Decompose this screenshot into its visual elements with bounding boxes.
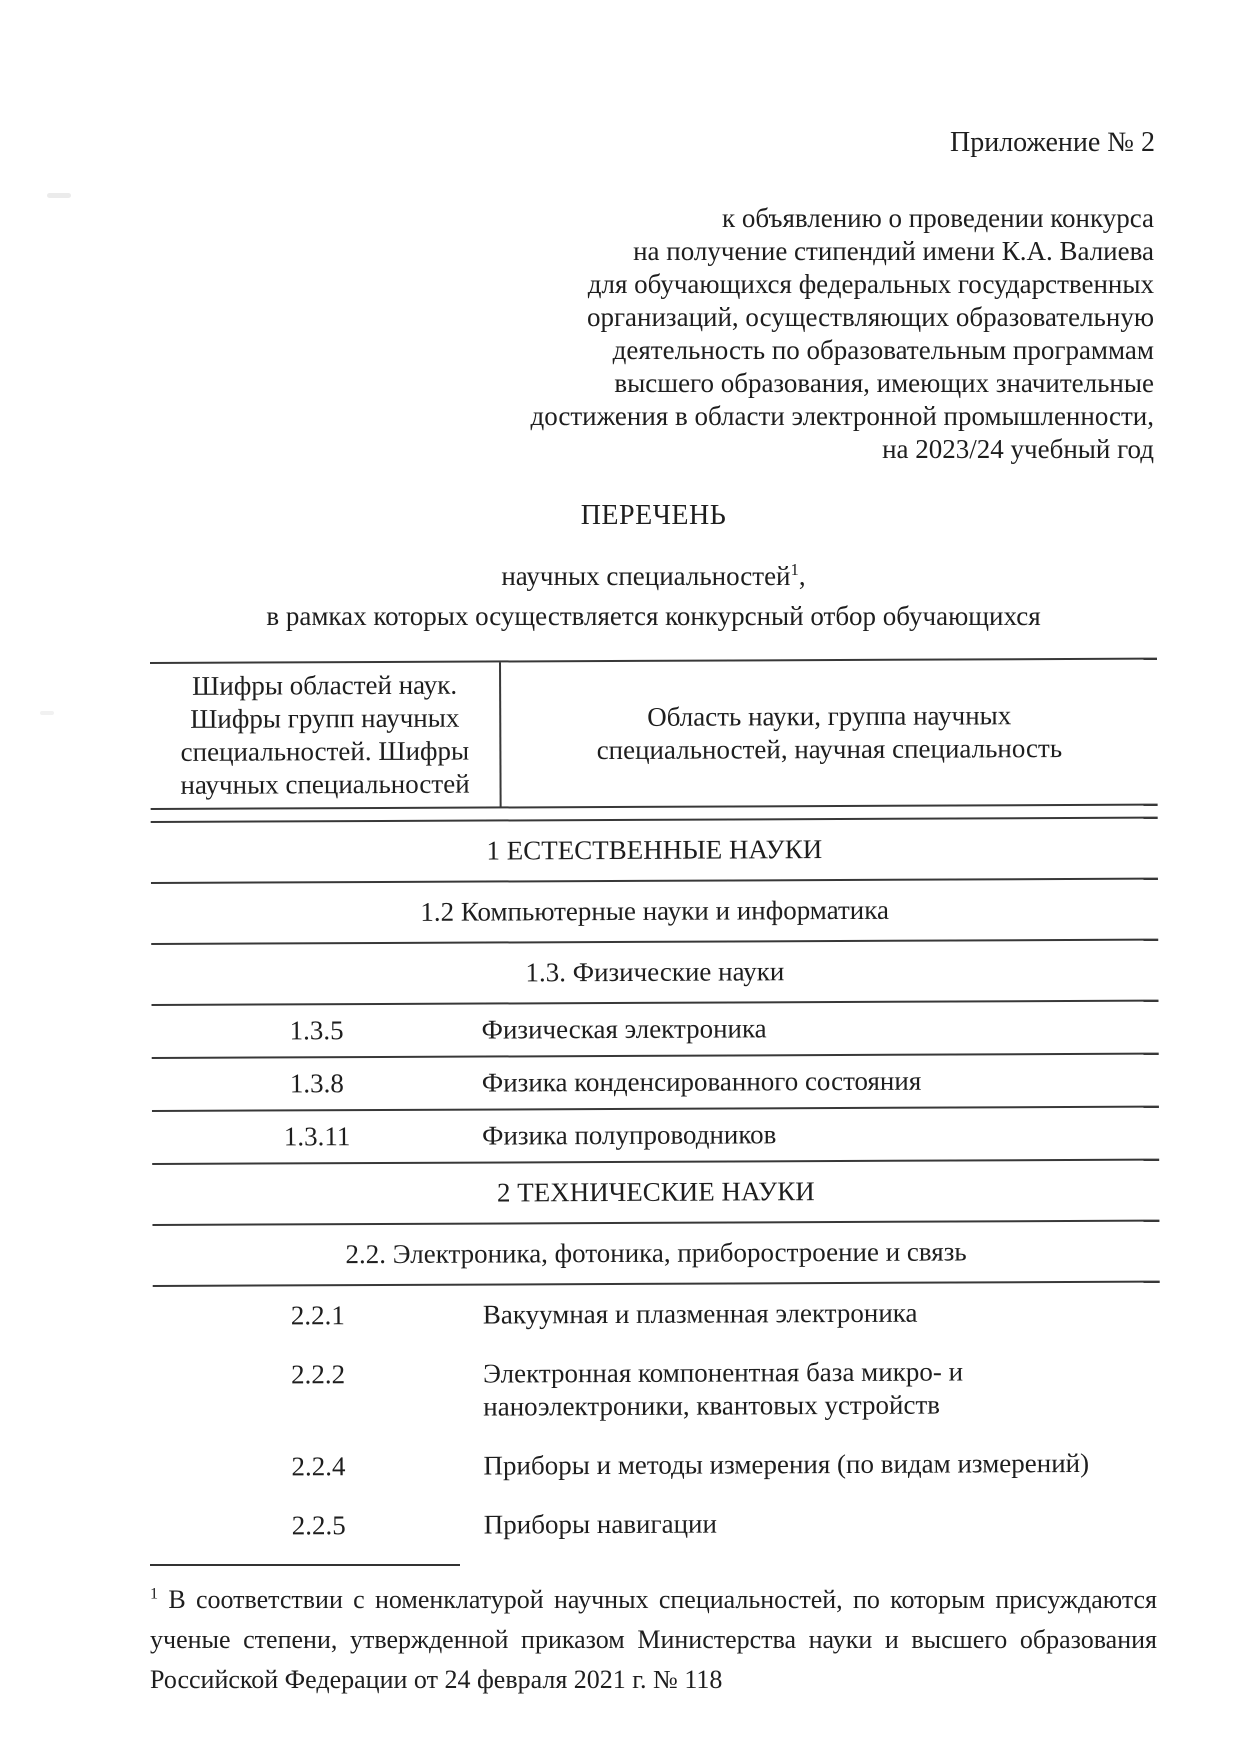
table-header-areas: Область науки, группа научных специальностей, научная специальность — [596, 700, 1063, 766]
table-row-section: 1 ЕСТЕСТВЕННЫЕ НАУКИ — [151, 819, 1158, 884]
table-row-section: 1.3. Физические науки — [151, 941, 1158, 1006]
table-row — [153, 1434, 1160, 1497]
specialty-name: Приборы и методы измерения (по видам измерений) — [483, 1447, 1090, 1481]
specialty-name: Физическая электроника — [481, 1013, 767, 1045]
addressee-line: к объявлению о проведении конкурса — [722, 203, 1154, 233]
specialty-code: 1.3.5 — [289, 1015, 344, 1046]
scan-artifact — [40, 711, 54, 715]
addressee-line: на получение стипендий имени К.А. Валиева — [633, 236, 1154, 266]
table-row-section: 1.2 Компьютерные науки и информатика — [151, 880, 1158, 945]
addressee-line: достижения в области электронной промышленности, — [530, 401, 1154, 431]
table-row-section: 2 ТЕХНИЧЕСКИЕ НАУКИ — [152, 1161, 1159, 1226]
annex-label: Приложение № 2 — [950, 127, 1155, 158]
footnote-ref-marker: 1 — [790, 560, 799, 579]
specialty-code: 1.3.8 — [289, 1068, 344, 1099]
scan-artifact — [47, 193, 71, 198]
subtitle-comma: , — [798, 561, 806, 591]
specialty-name: Приборы навигации — [483, 1508, 717, 1540]
subtitle-text: научных специальностей — [501, 561, 791, 591]
specialty-name: Физика полупроводников — [482, 1119, 777, 1151]
table-row — [153, 1342, 1160, 1438]
specialty-name: Вакуумная и плазменная электроника — [482, 1297, 918, 1330]
addressee-line: высшего образования, имеющих значительные — [614, 368, 1154, 398]
specialty-code: 2.2.5 — [291, 1510, 346, 1541]
addressee-line: организаций, осуществляющих образовательную — [586, 302, 1154, 332]
specialty-name: Электронная компонентная база микро- и наноэлектроники, квантовых устройств — [483, 1356, 964, 1422]
footnote-body: В соответствии с номенклатурой научных специальностей, по которым присуждаются ученые степени, утвержденной приказом Министерства науки и высшего образования Российской Федерации от 24 февраля 2021 г. № 118 — [150, 1585, 1157, 1694]
addressee-line: для обучающихся федеральных государственных — [587, 269, 1154, 299]
page-subtitle-line2: в рамках которых осуществляется конкурсный отбор обучающихся — [266, 601, 1041, 631]
specialties-table — [150, 658, 1161, 1556]
specialty-code: 2.2.2 — [291, 1359, 346, 1390]
table-row — [152, 1055, 1159, 1112]
table-header-row — [150, 658, 1158, 810]
addressee-block — [530, 202, 1154, 466]
page-title: ПЕРЕЧЕНЬ — [580, 500, 727, 531]
specialty-name: Физика конденсированного состояния — [481, 1065, 922, 1098]
table-row — [152, 1108, 1159, 1165]
footnote-separator — [150, 1564, 460, 1566]
specialty-code: 2.2.1 — [290, 1300, 345, 1331]
table-row — [154, 1493, 1161, 1556]
table-row-section: 2.2. Электроника, фотоника, приборостроение и связь — [152, 1222, 1159, 1287]
footnote-marker: 1 — [150, 1585, 159, 1603]
footnote — [150, 1580, 1157, 1700]
addressee-line: деятельность по образовательным программам — [612, 335, 1154, 365]
specialty-code: 1.3.11 — [283, 1121, 351, 1152]
table-row — [152, 1002, 1159, 1059]
specialty-code: 2.2.4 — [291, 1451, 346, 1482]
table-row — [153, 1283, 1160, 1346]
page-subtitle-line1 — [150, 561, 1157, 592]
addressee-line: на 2023/24 учебный год — [882, 434, 1154, 464]
table-header-codes: Шифры областей наук. Шифры групп научных специальностей. Шифры научных специальностей — [150, 662, 502, 808]
